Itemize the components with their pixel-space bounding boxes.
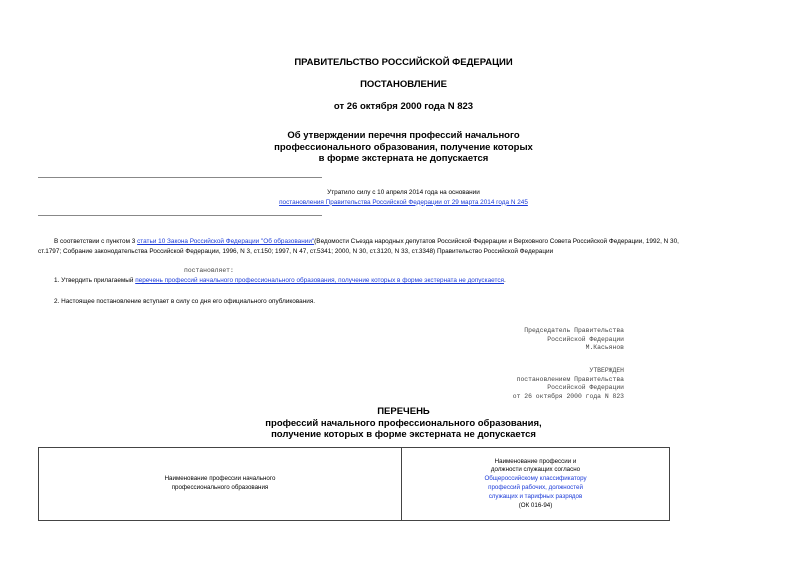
preamble-suffix: (Ведомости Съезда народных депутатов Российской Федерации и Верховного Совета Российской Федерации, 1992, N 30, (314, 238, 679, 245)
title-line: профессионального образования, получение которых (274, 141, 533, 153)
table-header-col2 (402, 448, 670, 521)
link-line: профессий рабочих, должностей (488, 484, 583, 491)
authority-title: ПРАВИТЕЛЬСТВО РОССИЙСКОЙ ФЕДЕРАЦИИ (294, 57, 513, 68)
status-line: Утратило силу с 10 апреля 2014 года на основании (327, 189, 480, 196)
profession-list-link[interactable]: перечень профессий начального профессионального образования, получение которых в форме экстерната не допускается (135, 277, 504, 284)
approval-line: от 26 октября 2000 года N 823 (512, 392, 624, 400)
header-line: Наименование профессии начального (164, 475, 276, 483)
preamble-line2: ст.1797; Собрание законодательства Российской Федерации, 1996, N 3, ст.150; 1997, N 47, ст.5341; 2000, N 30, ст.3120, N 33, ст.3348) Правительство Российской Федерации (38, 247, 554, 255)
header-line: Наименование профессии и (494, 457, 577, 465)
profession-table (38, 447, 670, 521)
document-date-number: от 26 октября 2000 года N 823 (333, 101, 474, 112)
status-top-rule (38, 177, 322, 178)
title-line: в форме экстерната не допускается (318, 153, 489, 164)
list-subtitle-line: получение которых в форме экстерната не допускается (271, 429, 536, 440)
approval-line: Российской Федерации (547, 384, 624, 391)
item-1-suffix: . (503, 277, 506, 284)
approval-line: УТВЕРЖДЕН (589, 367, 624, 374)
document-title (0, 130, 807, 165)
repeal-decree-link[interactable]: постановления Правительства Российской Федерации от 29 марта 2014 года N 245 (279, 198, 528, 206)
list-heading-block (0, 406, 807, 441)
status-bottom-rule (38, 215, 322, 216)
preamble-prefix: В соответствии с пунктом 3 (54, 238, 136, 245)
okpdtr-classifier-link[interactable] (408, 475, 663, 501)
item-1 (54, 276, 506, 286)
list-heading: ПЕРЕЧЕНЬ (377, 406, 430, 417)
link-line: служащих и тарифных разрядов (488, 492, 583, 500)
header-line: должности служащих согласно (490, 466, 581, 474)
item-2: 2. Настоящее постановление вступает в силу со дня его официального опубликования. (54, 298, 316, 305)
table-row (39, 448, 670, 521)
approval-block (430, 367, 624, 401)
signature-line: М.Касьянов (585, 344, 624, 351)
signature-block (430, 327, 624, 353)
title-line: Об утверждении перечня профессий начального (287, 130, 520, 141)
header-line: (ОК 016-94) (518, 501, 553, 509)
decides-word: постановляет: (184, 267, 234, 274)
education-law-link[interactable]: статьи 10 Закона Российской Федерации "Об образовании" (137, 238, 315, 245)
document-type: ПОСТАНОВЛЕНИЕ (360, 79, 447, 90)
preamble (38, 237, 798, 256)
table-header-col1 (39, 448, 402, 521)
item-1-prefix: 1. Утвердить прилагаемый (54, 277, 134, 284)
status-note (0, 188, 807, 207)
signature-line: Российской Федерации (547, 335, 624, 343)
link-line: Общероссийскому классификатору (484, 475, 587, 483)
approval-line: постановлением Правительства (516, 375, 624, 383)
signature-line: Председатель Правительства (524, 327, 624, 334)
list-subtitle-line: профессий начального профессионального образования, (265, 417, 542, 429)
header-line: профессионального образования (171, 484, 269, 491)
